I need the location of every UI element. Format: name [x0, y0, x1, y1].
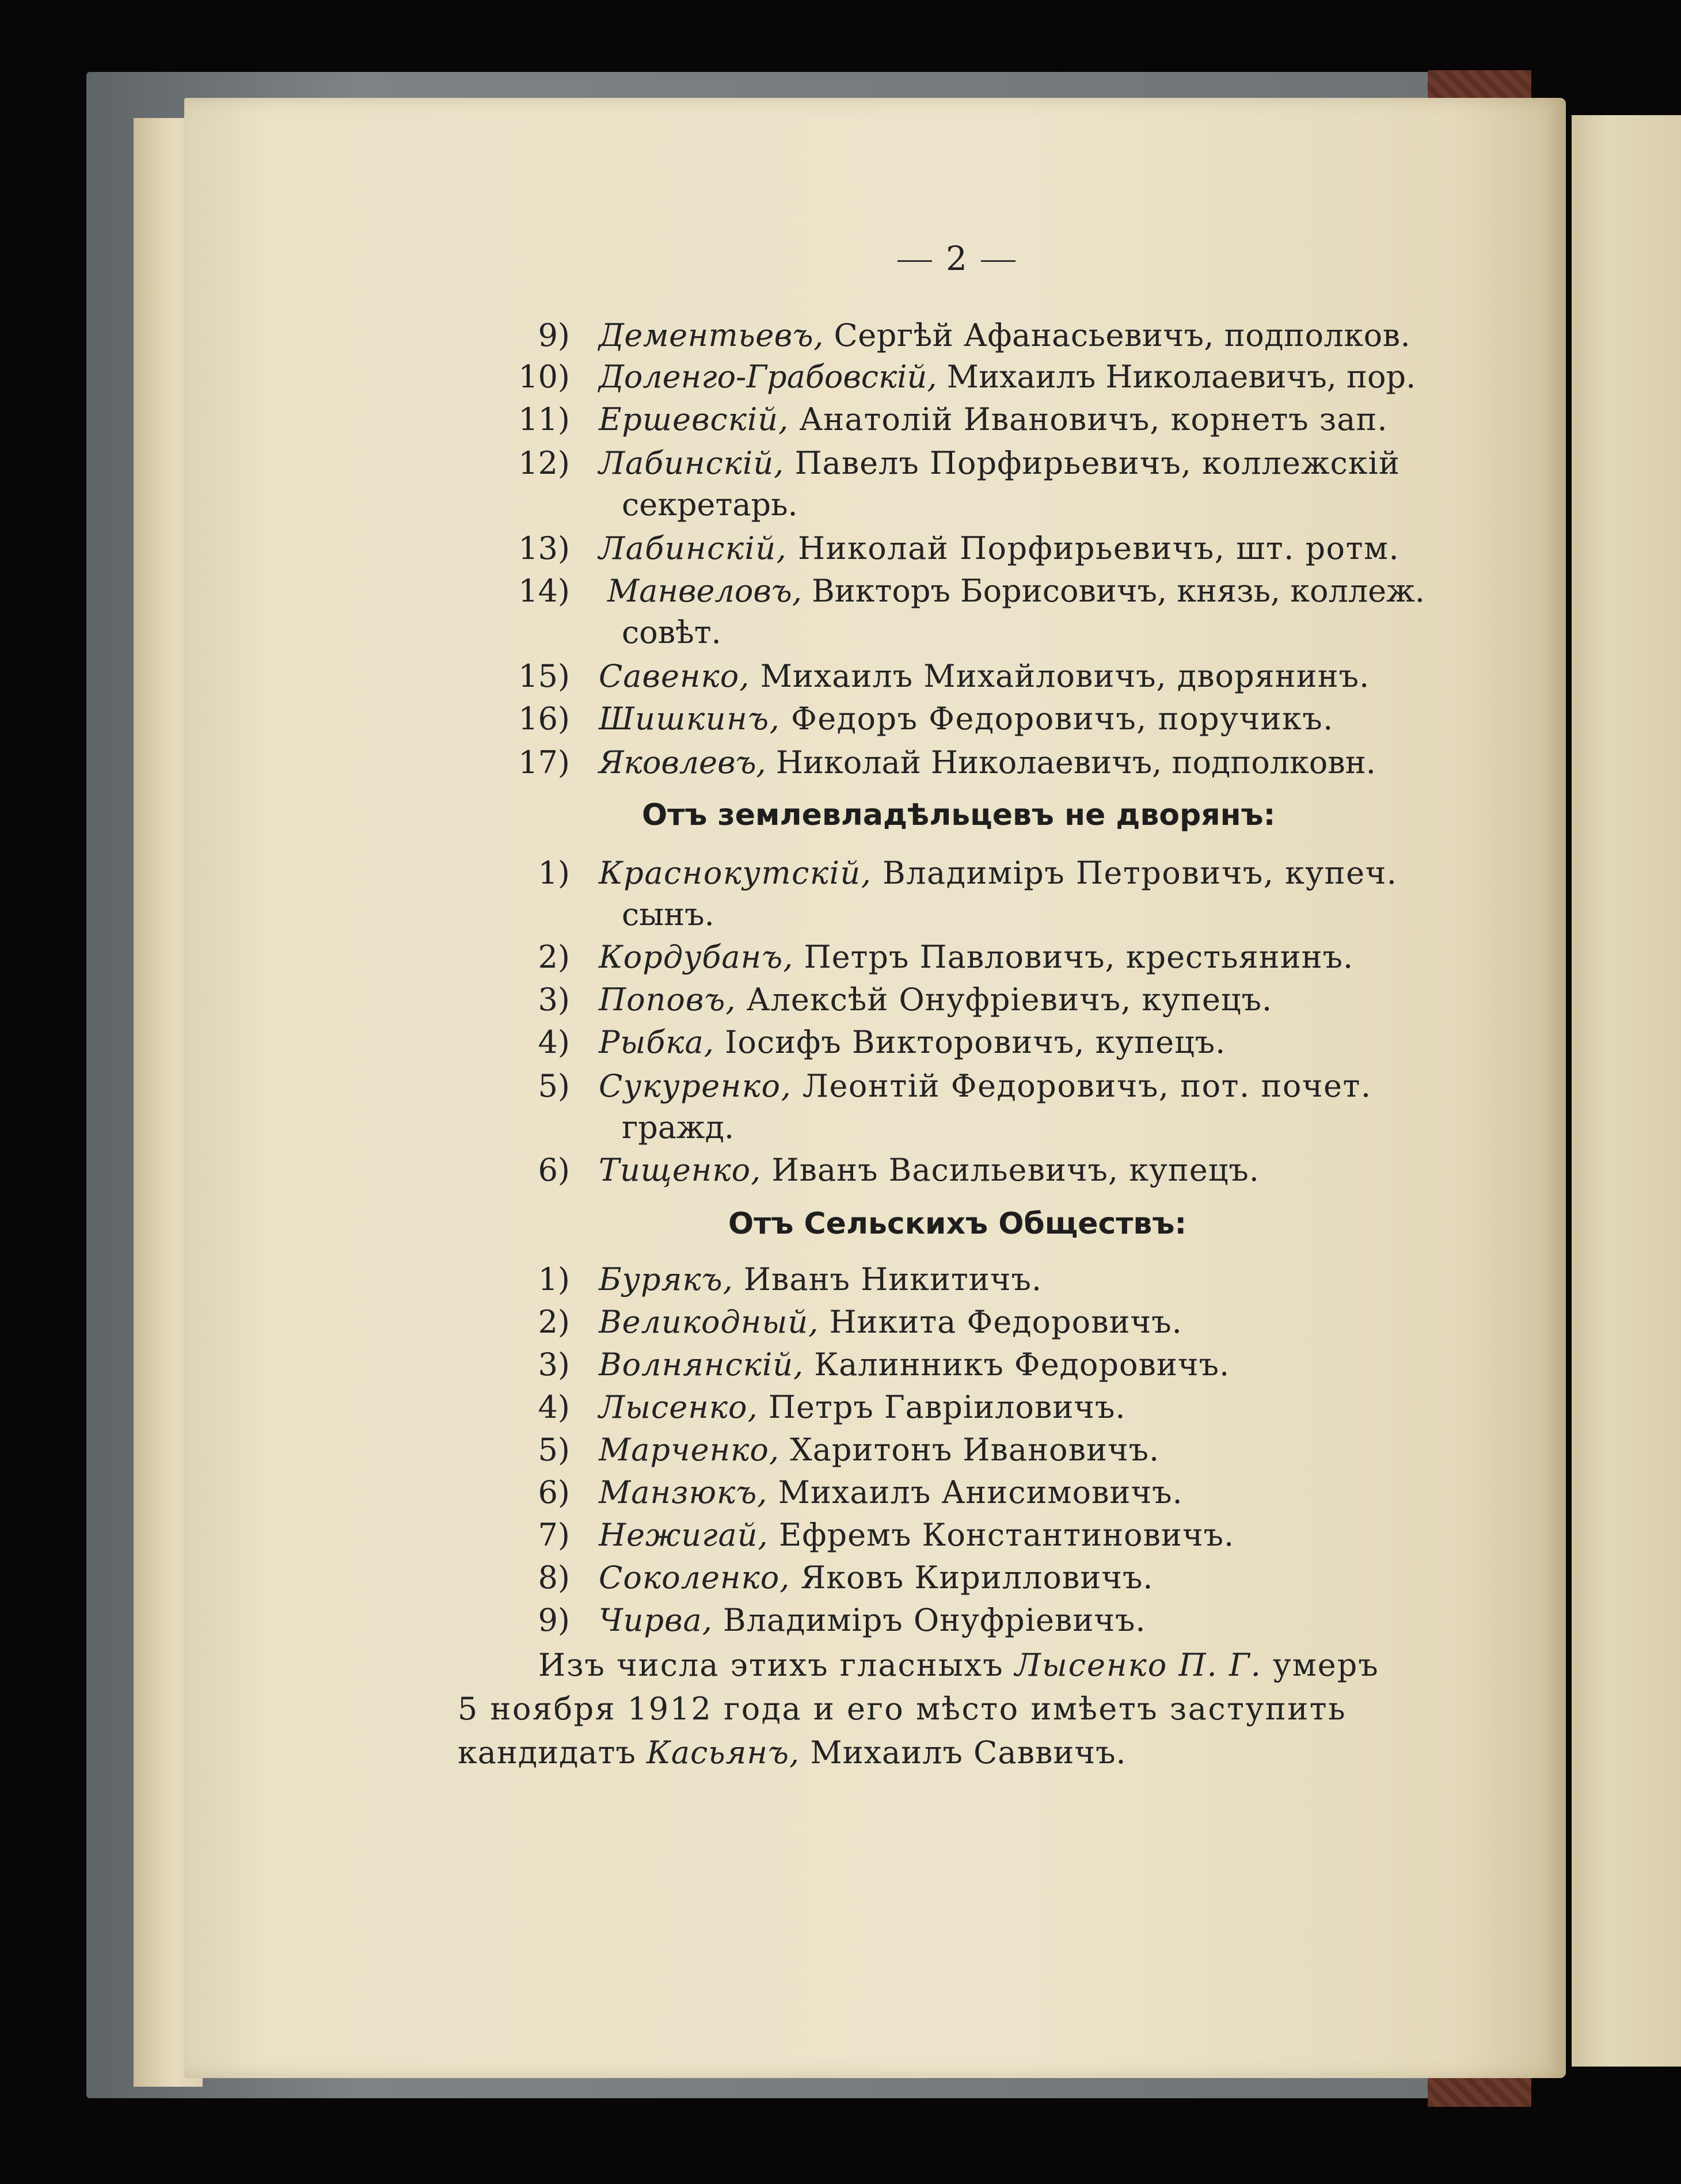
details: Леонтій Федоровичъ, пот. почет.: [802, 1068, 1372, 1104]
closing-line-2: 5 ноября 1912 года и его мѣсто имѣетъ заступить: [458, 1691, 1347, 1727]
item-continuation: совѣт.: [622, 614, 721, 650]
page-number-value: 2: [946, 239, 967, 278]
surname: Яковлевъ,: [599, 744, 766, 781]
closing-text: умеръ: [1272, 1647, 1379, 1683]
closing-line-1: [538, 1647, 1379, 1683]
item-text: [599, 1346, 1230, 1383]
details: Сергѣй Афанасьевичъ, подполков.: [834, 317, 1411, 353]
item-text: [599, 530, 1400, 566]
surname: Волнянскій,: [599, 1346, 804, 1383]
item-number: 8): [538, 1559, 570, 1596]
item-number: 1): [538, 855, 570, 891]
facing-page-edge: [1572, 115, 1681, 2067]
surname: Лабинскій,: [599, 530, 788, 566]
item-number: 10): [518, 359, 570, 395]
item-text: [599, 703, 1334, 735]
details: Никита Федоровичъ.: [829, 1304, 1182, 1340]
details: Владиміръ Петровичъ, купеч.: [883, 855, 1398, 891]
details: Владиміръ Онуфріевичъ.: [723, 1602, 1146, 1638]
surname: Соколенко,: [599, 1559, 790, 1596]
details: Иванъ Никитичъ.: [743, 1261, 1043, 1298]
surname: Тищенко,: [599, 1152, 762, 1188]
item-text: [599, 1152, 1260, 1188]
item-number: 4): [538, 1389, 570, 1425]
surname: Рыбка,: [599, 1024, 714, 1060]
details: Николай Николаевичъ, подполковн.: [775, 744, 1376, 781]
item-number: 5): [538, 1068, 570, 1104]
details: Петръ Гавріиловичъ.: [768, 1389, 1126, 1425]
surname: Манзюкъ,: [599, 1474, 768, 1510]
item-number: 13): [518, 530, 570, 566]
item-continuation: сынъ.: [622, 896, 714, 933]
details: Петръ Павловичъ, крестьянинъ.: [804, 939, 1354, 975]
item-text: [599, 1389, 1126, 1425]
item-number: 9): [538, 317, 570, 353]
details: Иванъ Васильевичъ, купецъ.: [771, 1152, 1260, 1188]
item-text: [607, 573, 1425, 609]
surname: Великодный,: [599, 1304, 819, 1340]
closing-text: Михаилъ Саввичъ.: [810, 1734, 1127, 1771]
section-heading-village-societies: Отъ Сельскихъ Обществъ:: [728, 1207, 1187, 1241]
item-number: 3): [538, 1346, 570, 1383]
surname: Кордубанъ,: [599, 939, 794, 975]
item-number: 17): [518, 744, 570, 781]
surname: Чирва,: [599, 1602, 713, 1638]
item-text: [599, 658, 1370, 694]
details: Калинникъ Федоровичъ.: [814, 1346, 1230, 1383]
details: Павелъ Порфирьевичъ, коллежскій: [794, 445, 1400, 481]
surname: Марченко,: [599, 1432, 780, 1468]
details: Михаилъ Николаевичъ, пор.: [946, 359, 1416, 395]
item-text: [599, 1261, 1043, 1298]
closing-text: кандидатъ: [458, 1734, 636, 1771]
surname: Савенко,: [599, 658, 750, 694]
details: Михаилъ Анисимовичъ.: [778, 1474, 1183, 1510]
dash-left: [897, 260, 932, 262]
item-text: [599, 744, 1376, 781]
surname: Краснокутскій,: [599, 855, 872, 891]
details: Алексѣй Онуфріевичъ, купецъ.: [746, 981, 1273, 1018]
item-text: [599, 981, 1273, 1018]
closing-text: Изъ числа этихъ гласныхъ: [538, 1647, 1004, 1683]
item-text: [599, 939, 1354, 975]
details: Яковъ Кирилловичъ.: [800, 1559, 1154, 1596]
item-number: 2): [538, 1304, 570, 1340]
details: Ефремъ Константиновичъ.: [778, 1517, 1235, 1553]
item-text: [599, 1432, 1160, 1468]
item-number: 14): [518, 573, 570, 609]
page-number: [884, 239, 1029, 278]
item-number: 12): [518, 445, 570, 481]
item-number: 6): [538, 1152, 570, 1188]
item-text: [599, 1304, 1182, 1340]
item-number: 9): [538, 1602, 570, 1638]
item-text: [599, 1559, 1154, 1596]
item-text: [599, 1517, 1235, 1553]
details: Федоръ Федоровичъ, поручикъ.: [790, 701, 1334, 737]
item-number: 7): [538, 1517, 570, 1553]
item-number: 16): [518, 701, 570, 737]
details: Михаилъ Михайловичъ, дворянинъ.: [760, 658, 1370, 694]
details: Харитонъ Ивановичъ.: [790, 1432, 1160, 1468]
item-text: [599, 445, 1400, 481]
surname: Нежигай,: [599, 1517, 769, 1553]
details: Іосифъ Викторовичъ, купецъ.: [725, 1024, 1226, 1060]
surname: Поповъ,: [599, 981, 736, 1018]
surname: Манвеловъ,: [607, 573, 802, 609]
surname: Ершевскій,: [599, 401, 789, 437]
surname: Лабинскій,: [599, 445, 785, 481]
item-continuation: гражд.: [622, 1109, 735, 1146]
closing-line-3: [458, 1734, 1127, 1771]
item-text: [599, 1068, 1372, 1104]
surname: Доленго-Грабовскій,: [599, 359, 937, 395]
closing-name: Лысенко П. Г.: [1014, 1647, 1262, 1683]
item-text: [599, 359, 1416, 395]
item-text: [599, 401, 1388, 437]
surname: Сукуренко,: [599, 1068, 792, 1104]
item-number: 4): [538, 1024, 570, 1060]
item-text: [599, 1024, 1226, 1060]
dash-right: [981, 260, 1016, 262]
item-text: [599, 855, 1398, 891]
item-number: 15): [518, 658, 570, 694]
item-text: [599, 1602, 1146, 1638]
item-number: 5): [538, 1432, 570, 1468]
details: Анатолій Ивановичъ, корнетъ зап.: [799, 401, 1388, 437]
details: Николай Порфирьевичъ, шт. ротм.: [797, 530, 1400, 566]
item-text: [599, 317, 1411, 353]
details: Викторъ Борисовичъ, князь, коллеж.: [812, 573, 1425, 609]
item-number: 2): [538, 939, 570, 975]
closing-name: Касьянъ,: [646, 1734, 800, 1771]
item-text: [599, 1474, 1183, 1510]
item-number: 11): [518, 401, 570, 437]
surname: Лысенко,: [599, 1389, 758, 1425]
item-number: 6): [538, 1474, 570, 1510]
surname: Бурякъ,: [599, 1261, 733, 1298]
section-heading-landowners: Отъ землевладѣльцевъ не дворянъ:: [642, 798, 1276, 832]
item-number: 3): [538, 981, 570, 1018]
item-continuation: секретарь.: [622, 486, 798, 523]
surname: Шишкинъ,: [599, 701, 781, 737]
surname: Дементьевъ,: [599, 317, 824, 353]
item-number: 1): [538, 1261, 570, 1298]
